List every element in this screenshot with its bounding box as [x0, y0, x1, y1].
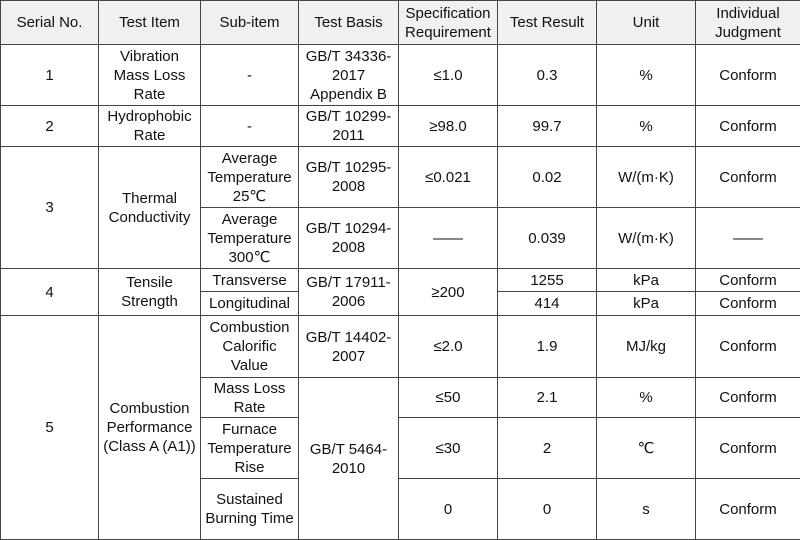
serial-cell: 4	[1, 269, 99, 316]
judgment-cell: Conform	[696, 378, 800, 418]
header-specification-requirement: Specification Requirement	[399, 1, 498, 45]
sub-item-cell: -	[201, 106, 299, 147]
spec-cell: ≥98.0	[399, 106, 498, 147]
header-row	[1, 1, 800, 45]
unit-cell: ℃	[597, 418, 696, 479]
judgment-cell: Conform	[696, 269, 800, 292]
header-test-item: Test Item	[99, 1, 201, 45]
sub-item-cell: Transverse	[201, 269, 299, 292]
spec-cell: ≤30	[399, 418, 498, 479]
judgment-cell: Conform	[696, 45, 800, 106]
test-item-cell: Thermal Conductivity	[99, 147, 201, 269]
serial-cell: 5	[1, 316, 99, 540]
header-serial-no: Serial No.	[1, 1, 99, 45]
test-basis-cell: GB/T 17911-2006	[299, 269, 399, 316]
sub-item-cell: Combustion Calorific Value	[201, 316, 299, 378]
header-test-basis: Test Basis	[299, 1, 399, 45]
result-cell: 1.9	[498, 316, 597, 378]
table-row	[1, 147, 800, 208]
spec-cell: 0	[399, 479, 498, 540]
result-cell: 414	[498, 292, 597, 316]
sub-item-cell: Furnace Temperature Rise	[201, 418, 299, 479]
test-basis-cell: GB/T 10295-2008	[299, 147, 399, 208]
table-row	[1, 316, 800, 378]
sub-item-cell: Average Temperature 300℃	[201, 208, 299, 269]
header-test-result: Test Result	[498, 1, 597, 45]
header-individual-judgment: Individual Judgment	[696, 1, 800, 45]
spec-cell: ≥200	[399, 269, 498, 316]
spec-cell: ≤0.021	[399, 147, 498, 208]
table-row	[1, 269, 800, 292]
header-unit: Unit	[597, 1, 696, 45]
header-sub-item: Sub-item	[201, 1, 299, 45]
unit-cell: MJ/kg	[597, 316, 696, 378]
judgment-cell: Conform	[696, 292, 800, 316]
unit-cell: s	[597, 479, 696, 540]
sub-item-cell: Average Temperature 25℃	[201, 147, 299, 208]
test-item-cell: Combustion Performance (Class A (A1))	[99, 316, 201, 540]
sub-item-cell: Mass Loss Rate	[201, 378, 299, 418]
unit-cell: %	[597, 378, 696, 418]
test-basis-cell: GB/T 5464-2010	[299, 378, 399, 540]
unit-cell: %	[597, 45, 696, 106]
sub-item-cell: Longitudinal	[201, 292, 299, 316]
sub-item-cell: Sustained Burning Time	[201, 479, 299, 540]
result-cell: 1255	[498, 269, 597, 292]
result-cell: 0	[498, 479, 597, 540]
result-cell: 0.039	[498, 208, 597, 269]
result-cell: 2.1	[498, 378, 597, 418]
judgment-cell: Conform	[696, 106, 800, 147]
serial-cell: 2	[1, 106, 99, 147]
spec-cell: ——	[399, 208, 498, 269]
judgment-cell: Conform	[696, 316, 800, 378]
test-basis-cell: GB/T 10299-2011	[299, 106, 399, 147]
test-item-cell: Vibration Mass Loss Rate	[99, 45, 201, 106]
judgment-cell: Conform	[696, 479, 800, 540]
test-basis-cell: GB/T 14402-2007	[299, 316, 399, 378]
test-basis-cell: GB/T 34336-2017 Appendix B	[299, 45, 399, 106]
spec-cell: ≤1.0	[399, 45, 498, 106]
result-cell: 0.3	[498, 45, 597, 106]
table-row	[1, 106, 800, 147]
test-basis-cell: GB/T 10294-2008	[299, 208, 399, 269]
result-cell: 99.7	[498, 106, 597, 147]
serial-cell: 1	[1, 45, 99, 106]
sub-item-cell: -	[201, 45, 299, 106]
result-cell: 0.02	[498, 147, 597, 208]
test-item-cell: Tensile Strength	[99, 269, 201, 316]
table-row	[1, 45, 800, 106]
spec-cell: ≤50	[399, 378, 498, 418]
result-cell: 2	[498, 418, 597, 479]
unit-cell: kPa	[597, 292, 696, 316]
unit-cell: W/(m·K)	[597, 147, 696, 208]
judgment-cell: ——	[696, 208, 800, 269]
unit-cell: %	[597, 106, 696, 147]
serial-cell: 3	[1, 147, 99, 269]
judgment-cell: Conform	[696, 418, 800, 479]
judgment-cell: Conform	[696, 147, 800, 208]
unit-cell: kPa	[597, 269, 696, 292]
spec-cell: ≤2.0	[399, 316, 498, 378]
unit-cell: W/(m·K)	[597, 208, 696, 269]
test-item-cell: Hydrophobic Rate	[99, 106, 201, 147]
